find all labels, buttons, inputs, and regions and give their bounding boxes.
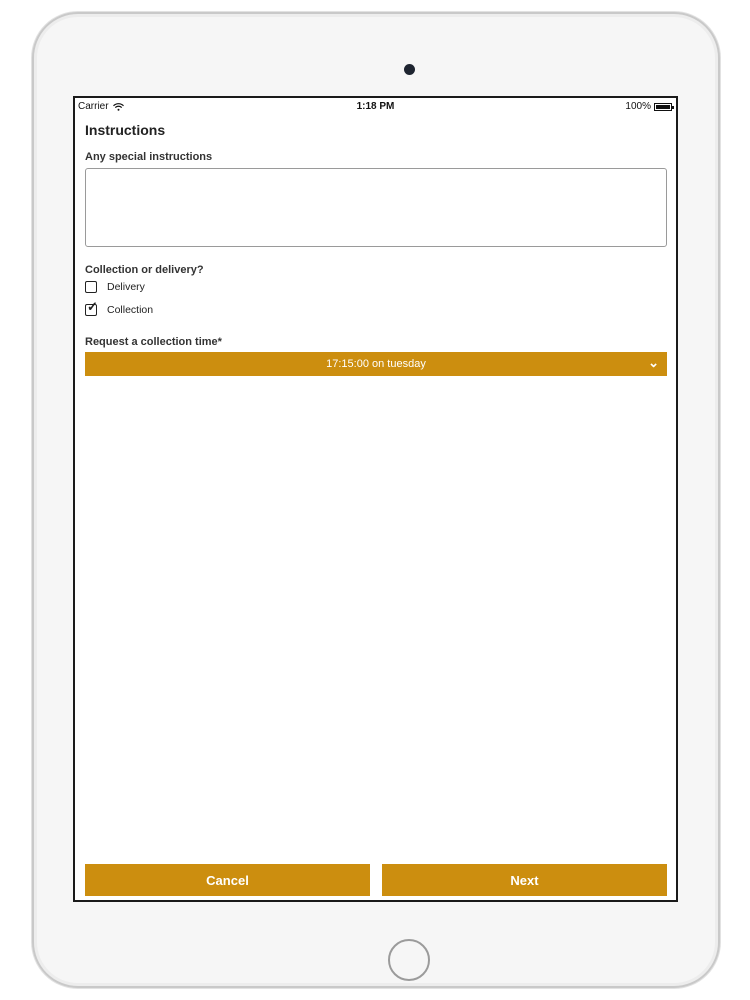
collection-option-label: Collection xyxy=(107,304,154,316)
special-instructions-input[interactable] xyxy=(85,168,667,247)
page-title: Instructions xyxy=(85,122,166,138)
delivery-checkbox[interactable] xyxy=(85,281,97,293)
collection-time-label: Request a collection time* xyxy=(85,336,222,348)
battery-percent: 100% xyxy=(625,101,651,112)
delivery-option-label: Delivery xyxy=(107,281,145,293)
delivery-option[interactable] xyxy=(85,281,145,293)
carrier-label: Carrier xyxy=(78,101,109,112)
status-bar xyxy=(75,98,676,114)
cancel-button[interactable]: Cancel xyxy=(85,864,370,896)
app-screen xyxy=(73,96,678,902)
chevron-down-icon: ⌄ xyxy=(648,355,659,370)
collection-time-value: 17:15:00 on tuesday xyxy=(326,358,426,370)
front-camera xyxy=(404,64,415,75)
battery-icon xyxy=(654,103,672,111)
status-time: 1:18 PM xyxy=(356,101,395,112)
collection-checkbox[interactable] xyxy=(85,299,98,316)
battery-level xyxy=(656,105,670,109)
collection-option[interactable] xyxy=(85,299,154,316)
next-button[interactable]: Next xyxy=(382,864,667,896)
delivery-question-label: Collection or delivery? xyxy=(85,264,204,276)
home-button[interactable] xyxy=(388,939,430,981)
checkmark-icon: ✓ xyxy=(87,299,98,314)
status-right xyxy=(625,101,672,112)
collection-time-select[interactable] xyxy=(85,352,667,376)
special-instructions-label: Any special instructions xyxy=(85,151,213,163)
